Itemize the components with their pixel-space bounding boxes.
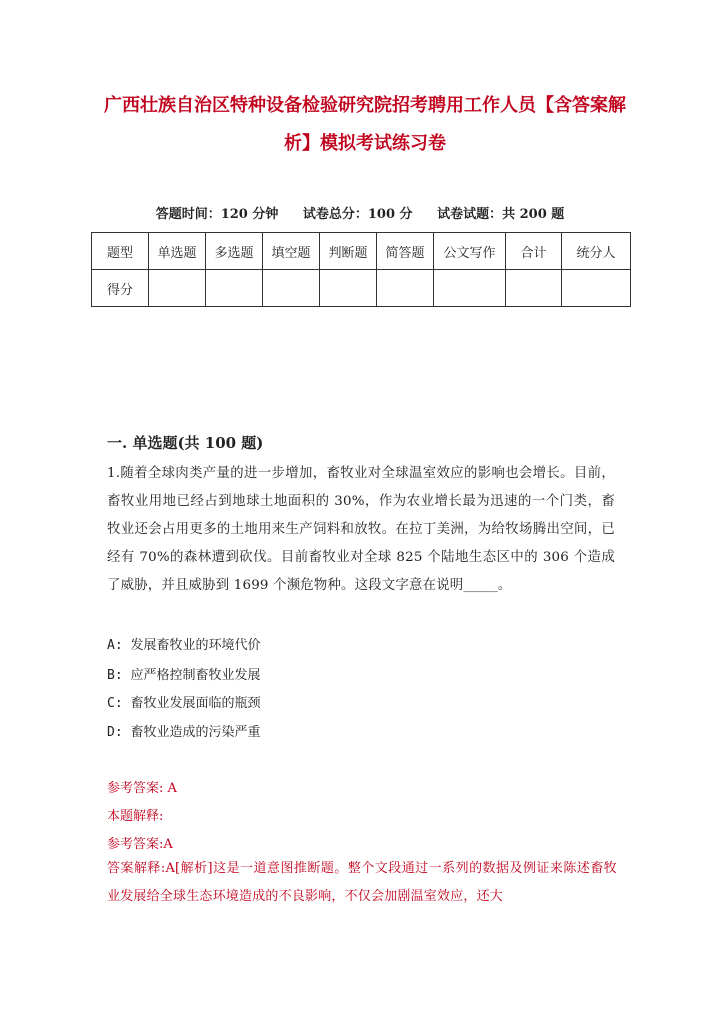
exam-total-score: 试卷总分：100 分	[302, 207, 413, 222]
score-table-score-row	[92, 270, 631, 307]
score-table-header-row	[92, 233, 631, 270]
explanation-label: 本题解释:	[107, 809, 164, 824]
exam-title-line1: 广西壮族自治区特种设备检验研究院招考聘用工作人员【含答案解	[104, 95, 626, 116]
exam-title-line2: 析】模拟考试练习卷	[284, 133, 446, 154]
exam-question-count: 试卷试题：共 200 题	[437, 207, 565, 222]
score-table	[91, 232, 631, 307]
score-header-cell: 判断题	[320, 233, 377, 270]
score-header-cell: 统分人	[562, 233, 631, 270]
exam-meta	[0, 203, 720, 222]
score-row-label: 得分	[92, 270, 149, 307]
score-header-cell: 合计	[506, 233, 562, 270]
score-header-cell: 题型	[92, 233, 149, 270]
score-cell	[377, 270, 434, 307]
option-b: B: 应严格控制畜牧业发展	[107, 668, 261, 683]
score-header-cell: 公文写作	[434, 233, 506, 270]
score-header-cell: 简答题	[377, 233, 434, 270]
score-header-cell: 单选题	[149, 233, 206, 270]
score-cell	[320, 270, 377, 307]
score-cell	[263, 270, 320, 307]
score-header-cell: 填空题	[263, 233, 320, 270]
score-cell	[149, 270, 206, 307]
score-cell	[562, 270, 631, 307]
option-c: C: 畜牧业发展面临的瓶颈	[107, 696, 261, 711]
score-cell	[506, 270, 562, 307]
score-header-cell: 多选题	[206, 233, 263, 270]
exam-time: 答题时间：120 分钟	[155, 207, 279, 222]
score-cell	[206, 270, 263, 307]
question-text: 1.随着全球肉类产量的进一步增加，畜牧业对全球温室效应的影响也会增长。目前，畜牧业用地已经占到地球土地面积的 30%，作为农业增长最为迅速的一个门类，畜牧业还会占用更多的土地用来生产饲料和放牧。在拉丁美洲，为给牧场腾出空间，已经有 70%的森林遭到砍伐。目前畜牧业对全球 825 个陆地生态区中的 306 个造成了威胁，并且威胁到 1699 个濒危物种。这段文字意在说明_____。	[107, 466, 615, 593]
section-title: 一. 单选题(共 100 题)	[107, 434, 264, 452]
option-a: A: 发展畜牧业的环境代价	[107, 638, 261, 653]
option-d: D: 畜牧业造成的污染严重	[107, 725, 261, 740]
score-cell	[434, 270, 506, 307]
answer-explanation: 答案解释:A[解析]这是一道意图推断题。整个文段通过一系列的数据及例证来陈述畜牧业发展给全球生态环境造成的不良影响，不仅会加剧温室效应，还大	[107, 861, 617, 904]
reference-answer: 参考答案: A	[107, 781, 177, 796]
reference-answer-2: 参考答案:A	[107, 837, 173, 852]
